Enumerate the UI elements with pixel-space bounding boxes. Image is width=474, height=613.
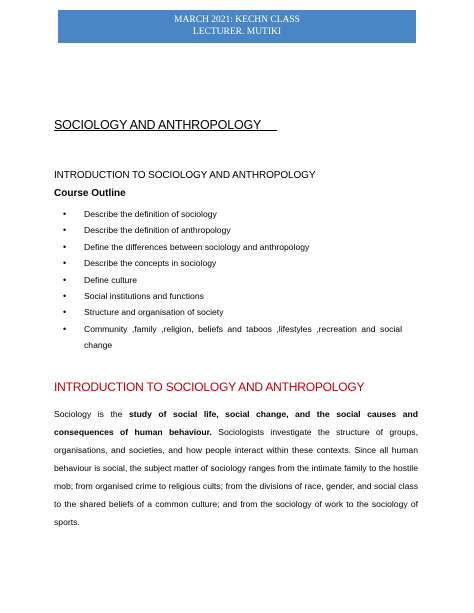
document-title: SOCIOLOGY AND ANTHROPOLOGY [54,118,278,132]
list-item [62,255,402,271]
bullet-icon: • [63,209,67,219]
course-outline-heading: Course Outline [54,188,126,199]
bullet-icon: • [63,225,67,236]
body-text-bold-definition: study of social life, social change, and the social causes and consequences of human behaviour. [54,409,418,437]
header-line-2: LECTURER. MUTIKI [192,27,282,37]
body-text-lead: Sociology is the [54,409,129,419]
bullet-icon: • [63,241,67,252]
page-header-band [58,10,416,43]
list-item-text: Community ,family ,religion, beliefs and taboos ,lifestyles ,recreation and social change [84,323,402,351]
bullet-icon: • [63,258,67,269]
list-item [62,304,402,320]
list-item [62,288,402,304]
bullet-icon: • [63,274,67,285]
list-item-text: Social institutions and functions [84,291,204,302]
list-item [62,239,402,255]
list-item-text: Describe the definition of anthropology [84,225,231,236]
body-text-rest: Sociologists investigate the structure of groups, organisations, and societies, and how people interact within these contexts. Since all human behaviour is social, the subject matter of sociology ranges from the intimate family to the hostile mob; from organised crime to religious cults; from the divisions of race, gender, and social class to the shared beliefs of a common culture; and from the sociology of work to the sociology of sports. [54,427,418,527]
list-item-text: Define the differences between sociology and anthropology [84,241,310,252]
document-subtitle: INTRODUCTION TO SOCIOLOGY AND ANTHROPOLOGY [54,170,316,181]
section-heading: INTRODUCTION TO SOCIOLOGY AND ANTHROPOLOGY [54,380,365,394]
list-item [62,222,402,238]
list-item [62,206,402,222]
bullet-icon: • [63,291,67,302]
bullet-icon: • [63,307,67,318]
list-item-text: Describe the concepts in sociology [84,258,217,269]
list-item-text: Define culture [84,274,138,285]
section-body-paragraph [54,405,418,531]
course-outline-list [62,206,402,354]
list-item [62,321,402,354]
list-item-text: Structure and organisation of society [84,307,224,318]
bullet-icon: • [63,323,67,334]
list-item [62,272,402,288]
header-line-1: MARCH 2021: KECHN CLASS [174,15,300,25]
list-item-text: Describe the definition of sociology [84,209,217,219]
